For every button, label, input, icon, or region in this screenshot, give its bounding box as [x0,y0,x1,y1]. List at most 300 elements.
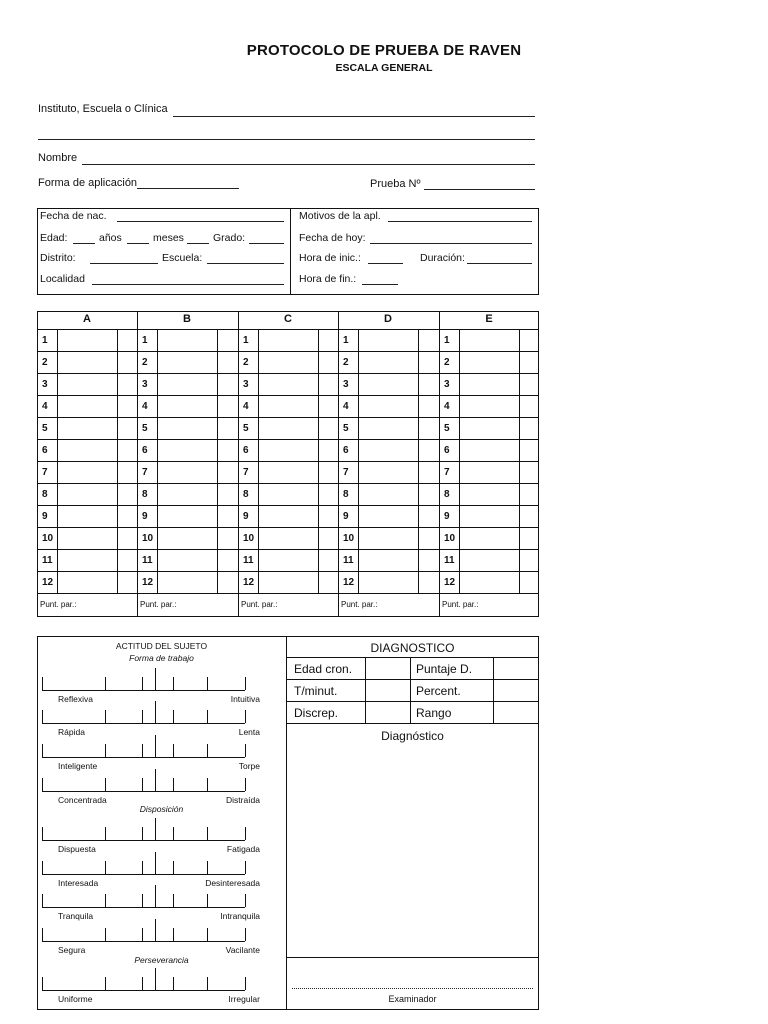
distrito-label: Distrito: [40,252,76,264]
item-number: 4 [444,401,450,412]
score-cell[interactable] [218,330,236,350]
examinador-line[interactable] [292,988,533,989]
meses-label: meses [153,232,184,244]
score-cell[interactable] [419,528,437,548]
score-cell[interactable] [118,484,136,504]
answer-cell[interactable] [158,352,216,372]
info-box-divider [290,208,291,295]
score-cell[interactable] [520,462,538,482]
item-number: 4 [343,401,349,412]
row-line [37,461,539,462]
item-number: 8 [444,489,450,500]
hora-fin-label: Hora de fin.: [299,273,357,285]
score-cell[interactable] [118,330,136,350]
score-cell[interactable] [118,440,136,460]
scale-tick [105,827,106,840]
item-number: 2 [343,357,349,368]
scale-tick [105,744,106,757]
scale-tick [207,928,208,941]
score-cell[interactable] [118,572,136,592]
answer-cell[interactable] [158,396,216,416]
prueba-field[interactable] [424,189,535,190]
answer-cell[interactable] [359,374,417,394]
scale-tick [42,710,43,723]
item-number: 1 [343,335,349,346]
item-number: 4 [42,401,48,412]
scale-right-label: Fatigada [226,844,260,854]
answer-cell[interactable] [460,374,518,394]
edad-meses-field[interactable] [127,243,149,244]
answer-cell[interactable] [58,528,116,548]
answer-cell[interactable] [158,506,216,526]
localidad-label: Localidad [40,273,85,285]
answer-cell[interactable] [460,352,518,372]
scale-baseline [42,757,245,758]
scale-tick [173,861,174,874]
answer-cell[interactable] [58,330,116,350]
item-number: 11 [444,555,455,566]
scale-baseline [42,840,245,841]
row-line [37,549,539,550]
escuela-field[interactable] [207,263,284,264]
answer-cell[interactable] [460,506,518,526]
item-number: 1 [444,335,450,346]
discrep-field[interactable] [366,702,410,723]
score-cell[interactable] [520,396,538,416]
fecha-hoy-field[interactable] [370,243,532,244]
answer-cell[interactable] [259,330,317,350]
nombre-field[interactable] [82,164,535,165]
edad-label: Edad: [40,232,68,244]
score-cell[interactable] [118,506,136,526]
score-cell[interactable] [419,352,437,372]
hora-inic-field[interactable] [368,263,403,264]
item-number: 7 [444,467,450,478]
score-cell[interactable] [319,440,337,460]
punt-par-label: Punt. par.: [40,600,77,609]
item-number: 6 [343,445,349,456]
item-number: 6 [142,445,148,456]
punt-par-label: Punt. par.: [341,600,378,609]
fecha-nac-field[interactable] [117,221,284,222]
answer-cell[interactable] [359,352,417,372]
scale-tick [42,677,43,690]
score-cell[interactable] [319,418,337,438]
scale-tick [207,827,208,840]
score-cell[interactable] [520,484,538,504]
score-cell[interactable] [319,572,337,592]
score-cell[interactable] [319,550,337,570]
answer-cell[interactable] [359,396,417,416]
scale-tick [142,827,143,840]
scale-tick [155,852,156,874]
score-cell[interactable] [118,550,136,570]
answer-cell[interactable] [58,440,116,460]
item-number: 5 [243,423,249,434]
scale-tick [207,894,208,907]
forma-field[interactable] [137,188,239,189]
scale-tick [245,710,246,723]
score-cell[interactable] [218,462,236,482]
answer-cell[interactable] [259,506,317,526]
scale-right-label: Irregular [228,994,260,1004]
score-cell[interactable] [419,484,437,504]
score-cell[interactable] [419,572,437,592]
scale-tick [42,778,43,791]
scale-left-label: Uniforme [58,994,93,1004]
item-number: 2 [243,357,249,368]
score-cell[interactable] [319,374,337,394]
scale-tick [105,677,106,690]
puntaje-label: Puntaje D. [416,662,473,676]
grado-field[interactable] [249,243,284,244]
item-number: 3 [444,379,450,390]
item-number: 2 [142,357,148,368]
answer-cell[interactable] [58,462,116,482]
answer-cell[interactable] [259,528,317,548]
answer-cell[interactable] [259,550,317,570]
scale-tick [142,744,143,757]
t-minut-field[interactable] [366,680,410,701]
answer-cell[interactable] [359,484,417,504]
item-number: 3 [243,379,249,390]
scale-tick [155,919,156,941]
scale-tick [105,977,106,990]
row-line [37,417,539,418]
scale-tick [155,885,156,907]
score-cell[interactable] [419,550,437,570]
scale-tick [105,928,106,941]
scale-tick [155,818,156,840]
scale-tick [245,928,246,941]
answer-cell[interactable] [158,572,216,592]
score-cell[interactable] [319,528,337,548]
page-subtitle: ESCALA GENERAL [335,62,433,74]
score-cell[interactable] [218,550,236,570]
answer-cell[interactable] [158,528,216,548]
scale-tick [142,778,143,791]
percent-field[interactable] [494,680,538,701]
score-cell[interactable] [218,572,236,592]
answer-cell[interactable] [58,506,116,526]
diag-vline-2 [410,657,411,723]
scale-baseline [42,907,245,908]
punt-par-label: Punt. par.: [442,600,479,609]
item-number: 7 [343,467,349,478]
answer-cell[interactable] [460,330,518,350]
item-number: 10 [42,533,54,544]
score-cell[interactable] [520,330,538,350]
answer-cell[interactable] [259,462,317,482]
scale-baseline [42,990,245,991]
diagnostico-area[interactable] [290,746,535,954]
row-line [37,439,539,440]
scale-left-label: Interesada [58,878,99,888]
scale-tick [42,827,43,840]
answer-cell[interactable] [359,418,417,438]
motivos-label: Motivos de la apl. [299,210,381,222]
answer-cell[interactable] [460,550,518,570]
scale-right-label: Torpe [238,761,260,771]
score-cell[interactable] [218,506,236,526]
scale-tick [207,677,208,690]
hora-inic-label: Hora de inic.: [299,252,361,264]
item-number: 9 [243,511,249,522]
answer-cell[interactable] [259,396,317,416]
item-number: 12 [444,577,456,588]
score-cell[interactable] [520,352,538,372]
answer-cell[interactable] [259,572,317,592]
scale-tick [142,861,143,874]
score-cell[interactable] [520,418,538,438]
answer-cell[interactable] [58,374,116,394]
scale-tick [173,894,174,907]
answer-cell[interactable] [58,484,116,504]
puntaje-field[interactable] [494,658,538,679]
score-cell[interactable] [419,330,437,350]
duracion-label: Duración: [420,252,465,264]
diagnostico-title: DIAGNOSTICO [370,641,455,655]
scale-tick [42,744,43,757]
item-number: 3 [142,379,148,390]
t-minut-label: T/minut. [294,684,338,698]
score-cell[interactable] [419,440,437,460]
score-cell[interactable] [118,418,136,438]
score-cell[interactable] [319,396,337,416]
diagnostico-subtitle: Diagnóstico [381,729,444,743]
instituto-field[interactable] [173,116,535,117]
answer-cell[interactable] [158,374,216,394]
answer-cell[interactable] [158,330,216,350]
item-number: 12 [343,577,355,588]
scale-tick [173,710,174,723]
answer-cell[interactable] [58,396,116,416]
section-header-a: A [83,313,91,325]
fecha-hoy-label: Fecha de hoy: [299,232,366,244]
row-line [37,329,539,330]
item-number: 12 [142,577,154,588]
answer-cell[interactable] [158,462,216,482]
score-cell[interactable] [118,374,136,394]
edad-cron-field[interactable] [366,658,410,679]
item-number: 2 [42,357,48,368]
score-cell[interactable] [419,462,437,482]
row-line [37,483,539,484]
row-line [37,571,539,572]
scale-tick [173,827,174,840]
score-cell[interactable] [218,374,236,394]
nombre-label: Nombre [38,152,78,164]
scale-left-label: Tranquila [58,911,94,921]
motivos-field[interactable] [388,221,532,222]
answer-cell[interactable] [259,484,317,504]
scale-tick [142,894,143,907]
item-number: 10 [343,533,355,544]
scale-baseline [42,723,245,724]
scale-tick [245,861,246,874]
score-cell[interactable] [520,550,538,570]
answer-cell[interactable] [359,330,417,350]
score-cell[interactable] [218,396,236,416]
answer-cell[interactable] [58,572,116,592]
diag-line-4 [286,723,539,724]
row-line [37,505,539,506]
scale-left-label: Concentrada [58,795,107,805]
examinador-label: Examinador [388,994,437,1004]
scale-tick [42,894,43,907]
answer-cell[interactable] [460,572,518,592]
item-number: 1 [42,335,48,346]
forma-trabajo-label: Forma de trabajo [129,653,194,663]
scale-tick [155,701,156,723]
answer-cell[interactable] [158,484,216,504]
answer-cell[interactable] [259,352,317,372]
scale-tick [245,677,246,690]
fecha-nac-label: Fecha de nac. [40,210,107,222]
item-number: 1 [142,335,148,346]
answer-table [37,311,539,621]
duracion-field[interactable] [467,263,532,264]
score-cell[interactable] [419,396,437,416]
scale-right-label: Distraída [225,795,260,805]
score-cell[interactable] [419,374,437,394]
item-number: 4 [243,401,249,412]
item-number: 5 [343,423,349,434]
scale-tick [42,928,43,941]
scale-tick [245,744,246,757]
item-number: 5 [142,423,148,434]
scale-tick [245,894,246,907]
score-cell[interactable] [319,506,337,526]
punt-par-label: Punt. par.: [241,600,278,609]
score-cell[interactable] [118,396,136,416]
answer-cell[interactable] [460,462,518,482]
item-number: 8 [42,489,48,500]
score-cell[interactable] [218,528,236,548]
answer-cell[interactable] [359,528,417,548]
answer-cell[interactable] [460,440,518,460]
item-number: 8 [243,489,249,500]
scale-tick [142,977,143,990]
grado-label: Grado: [213,232,246,244]
item-number: 6 [444,445,450,456]
answer-cell[interactable] [359,462,417,482]
answer-cell[interactable] [58,418,116,438]
scale-tick [105,710,106,723]
answer-cell[interactable] [460,484,518,504]
diag-line-5 [286,957,539,958]
item-number: 7 [243,467,249,478]
row-line [37,395,539,396]
answer-cell[interactable] [359,550,417,570]
perseverancia-label: Perseverancia [134,955,189,965]
item-number: 5 [444,423,450,434]
score-cell[interactable] [319,352,337,372]
score-cell[interactable] [520,528,538,548]
score-cell[interactable] [520,440,538,460]
item-number: 7 [42,467,48,478]
edad-anos-field[interactable] [73,243,95,244]
rango-field[interactable] [494,702,538,723]
section-header-e: E [485,313,493,325]
score-cell[interactable] [319,462,337,482]
item-number: 11 [243,555,254,566]
instituto-field-2[interactable] [38,139,535,140]
item-number: 10 [243,533,255,544]
answer-cell[interactable] [259,418,317,438]
item-number: 4 [142,401,148,412]
answer-cell[interactable] [58,550,116,570]
item-number: 3 [343,379,349,390]
score-cell[interactable] [419,506,437,526]
scale-right-label: Intranquila [220,911,260,921]
localidad-field[interactable] [92,284,284,285]
item-number: 6 [42,445,48,456]
answer-cell[interactable] [158,440,216,460]
answer-cell[interactable] [259,440,317,460]
scale-tick [173,928,174,941]
answer-cell[interactable] [359,506,417,526]
score-cell[interactable] [218,418,236,438]
score-cell[interactable] [319,330,337,350]
answer-cell[interactable] [259,374,317,394]
score-cell[interactable] [520,506,538,526]
disposicion-label: Disposición [139,804,184,814]
answer-cell[interactable] [460,418,518,438]
score-cell[interactable] [118,528,136,548]
score-cell[interactable] [218,440,236,460]
scale-tick [245,827,246,840]
scale-left-label: Dispuesta [58,844,96,854]
score-cell[interactable] [118,462,136,482]
answer-cell[interactable] [158,550,216,570]
answer-cell[interactable] [158,418,216,438]
row-line [37,351,539,352]
answer-cell[interactable] [359,440,417,460]
score-cell[interactable] [419,418,437,438]
scale-tick [245,778,246,791]
item-number: 10 [142,533,154,544]
item-number: 8 [343,489,349,500]
scale-tick [142,710,143,723]
scale-tick [105,894,106,907]
scale-tick [155,735,156,757]
row-line [37,373,539,374]
meses-field[interactable] [187,243,209,244]
score-cell[interactable] [520,572,538,592]
score-cell[interactable] [319,484,337,504]
scale-left-label: Segura [58,945,86,955]
item-number: 11 [142,555,153,566]
scale-tick [245,977,246,990]
hora-fin-field[interactable] [362,284,398,285]
scale-baseline [42,941,245,942]
distrito-field[interactable] [90,263,158,264]
answer-cell[interactable] [460,528,518,548]
answer-cell[interactable] [460,396,518,416]
scale-tick [155,968,156,990]
answer-cell[interactable] [359,572,417,592]
answer-cell[interactable] [58,352,116,372]
anos-label: años [99,232,122,244]
score-cell[interactable] [520,374,538,394]
score-cell[interactable] [218,484,236,504]
scale-tick [105,861,106,874]
row-line [37,527,539,528]
score-cell[interactable] [118,352,136,372]
score-cell[interactable] [218,352,236,372]
scale-right-label: Lenta [238,727,260,737]
